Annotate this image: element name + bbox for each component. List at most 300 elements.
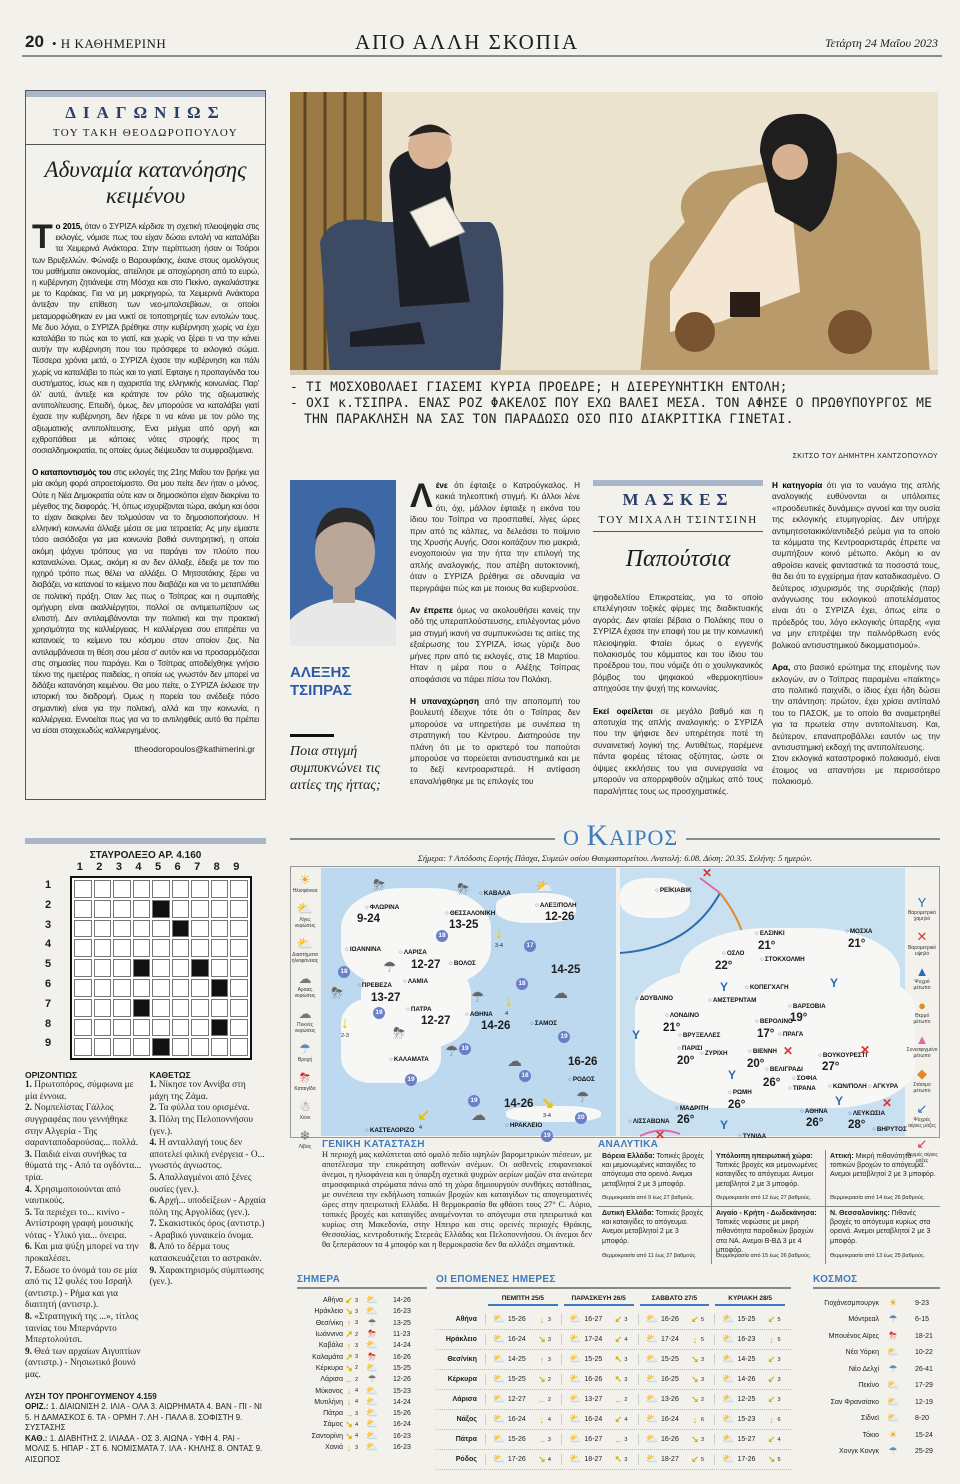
region-temperature: Θερμοκρασία από 13 έως 25 βαθμούς. [830, 1252, 926, 1259]
temperature-range: 14-24 [393, 1342, 411, 1350]
crossword-cell[interactable] [172, 1019, 190, 1037]
sun-icon: ☀ [888, 1429, 898, 1441]
clue-number: 5. [25, 1207, 32, 1218]
day-forecast [485, 1394, 562, 1405]
cloud-sun-icon: ⛅ [492, 1334, 506, 1345]
sea-temperature: 18 [338, 966, 350, 978]
crossword-cell[interactable] [113, 959, 131, 977]
crossword-cell[interactable] [230, 979, 248, 997]
paragraph: στο βασικό ερώτημα της επομένης των εκλογών, αν ο Τσίπρας παραμένει «παίκτης» στο πολιτικό παιχνίδι, ο ίδιος έχει ήδη δώσει την απάντηση: πρώτον, έχει χρίσει αντίπαλό του το ΠΑΣΟΚ, με το οποίο θα αναμετρηθεί για τα πρωτεία στην αντιπολίτευση. Και, δεύτερον, επαναπροβάλλει εαυτόν ως την αντισυστημική εκδοχή της αντιπολίτευσης. [772, 663, 940, 752]
wind-arrow-icon: ↘ [691, 1394, 699, 1404]
region-forecast: Τοπικές βροχές και καταιγίδες το απόγευμα. Ανεμοι μεταβλητοί 2 με 3 μποφόρ. [602, 1210, 704, 1245]
temperature-range: 15-24 [915, 1431, 933, 1439]
region-forecast: Τοπικές βροχές και μεμονωμένες καταιγίδες το απόγευμα. Ανεμοι μεταβλητοί 2 με 3 μποφόρ. [716, 1162, 818, 1188]
crossword-cell[interactable] [74, 900, 92, 918]
temperature-range: 16-23 [393, 1444, 411, 1451]
few-clouds-icon: ⛅ [296, 901, 314, 916]
clue: 2. Τα φύλλα του ορισμένα. [149, 1103, 250, 1114]
clue: 3. Πόλη της Πελοποννήσου (γεν.). [149, 1114, 254, 1137]
crossword-cell[interactable] [133, 979, 151, 997]
city-name: Μύκονος [315, 1387, 343, 1395]
temperature-range: 15-25 [660, 1356, 679, 1363]
section-heading: ΟΙ ΕΠΟΜΕΝΕΣ ΗΜΕΡΕΣ [436, 1274, 791, 1289]
low-pressure-icon: Y [720, 980, 729, 994]
city-name: Γιοχάνεσμπουργκ [824, 1299, 879, 1307]
crossword-cell[interactable] [113, 900, 131, 918]
region-temperature: Θερμοκρασία από 11 έως 27 βαθμούς. [602, 1252, 697, 1259]
stationary-front-icon: ◆ [917, 1066, 927, 1081]
crossword-cell[interactable] [172, 939, 190, 957]
temperature-range: 12-27 [421, 1015, 451, 1027]
crossword-cell[interactable] [211, 900, 229, 918]
crossword-cell[interactable] [211, 880, 229, 898]
legend-label: Πυκνές νεφώσεις [294, 1022, 316, 1034]
wind-arrow-icon: ↘ [767, 1454, 776, 1464]
legend-item [906, 1066, 938, 1094]
paragraph: από την αποπομπή του βουλευτή έδειχνε τότε ότι ο Τσίπρας δεν μπορούσε να υπηρετήσει με συνέπεια τη στρατηγική του Κέντρου. Διατηρούσε την πλάνη ότι με το αριστερό του ποπούτσι μπορούσε να πορεύεται αντισυστημικά και με το δεξί κεντροαριστερά. Η αντίφαση επαναλήφθηκε με τις επιλογές του [410, 696, 580, 786]
region-temperature: Θερμοκρασία από 14 έως 26 βαθμούς. [830, 1194, 926, 1201]
day-header: ΠΑΡΑΣΚΕΥΗ 26/5 [564, 1295, 634, 1306]
clue: 5. Τα περιέχει το... κινίνο - Αντίστροφη γραφή μουσικής νότας - Υλικό για... όνειρα. [25, 1207, 134, 1241]
world-row [813, 1312, 940, 1329]
wind-arrow-icon: → [344, 1408, 354, 1419]
wind-beaufort: 3 [624, 1356, 628, 1363]
city-label: ○ ΗΡΑΚΛΕΙΟ [505, 1122, 542, 1129]
city-name: Αθήνα [322, 1297, 343, 1305]
day-forecast [638, 1414, 715, 1425]
legend-item [906, 964, 938, 991]
cloud-sun-icon: ⛅ [722, 1354, 735, 1365]
crossword-cell[interactable] [113, 1038, 131, 1056]
crossword-cell[interactable] [191, 920, 209, 938]
wind-arrow-icon: ↘ [541, 1095, 555, 1112]
rain-icon: ☂ [471, 989, 485, 1006]
crossword-cell[interactable] [94, 900, 112, 918]
column-byline: ΤΟΥ ΜΙΧΑΛΗ ΤΣΙΝΤΣΙΝΗ [593, 514, 763, 532]
cartoon-caption [290, 380, 940, 428]
crossword-cell[interactable] [211, 999, 229, 1017]
wind-arrow-icon: ← [613, 1434, 623, 1445]
crossword-cell[interactable] [74, 1038, 92, 1056]
wind-arrow-icon: ↙ [691, 1454, 699, 1464]
few-clouds-icon: ⛅ [365, 1362, 379, 1374]
wind-beaufort: 4 [777, 1436, 781, 1443]
city-label: ○ ΛΕΥΚΩΣΙΑ [848, 1110, 885, 1117]
city-label: ○ ΒΙΕΝΝΗ [748, 1048, 777, 1055]
warm-air-icon: ↙ [916, 1136, 928, 1151]
temperature-range: 15-25 [737, 1316, 756, 1323]
dense-sun-icon: ⛅ [365, 1295, 379, 1307]
wind-arrow-icon: ↙ [691, 1314, 699, 1324]
temperature: 26° [677, 1114, 695, 1126]
cloud-sun-icon: ⛅ [722, 1394, 735, 1405]
city-label: ○ ΦΛΩΡΙΝΑ [365, 904, 399, 911]
general-forecast-text: Η περιοχή μας καλύπτεται από ομαλό πεδίο υψηλών βαρομετρικών πιέσεων, με αποτέλεσμα την επικράτηση ασθενών ανέμων. Οι ασθενείς επιφανειακοί άνεμοι, η ηλιοφάνεια και η ύπαρξη σχετικά ψυχρών αερίων μαζών στα ανώτερα ατμοσφαιρικά στρώματα πάνω από τη χώρα δημιουργούν συνθήκες αστάθειας, με συνέπεια την εκδήλωση τοπικών βροχών και καταιγίδων τις απογευματινές ώρες στην ηπειρωτική Ελλάδα. Η θερμοκρασία θα φθάσει τους 27° C. Αύριο, τοπικές βροχές και καταιγίδες αναμένονται το απόγευμα στα ηπειρωτικά και κυρίως στη Μακεδονία, στην Ηπειρο και στις ορεινές περιοχές Θράκης, Θεσσαλίας, κεντροδυτικής Στερεάς Ελλάδας και Πελοποννήσου. Οι άνεμοι δεν θα ξεπεράσουν τα 4 μποφόρ και η θερμοκρασία δεν θα αλλάξει σημαντικά. [322, 1150, 592, 1249]
paragraph: όμως να ακολουθήσει κανείς την οδό της υπεραπλούστευσης, επιλέγοντας μόνο μια στιγμή ικανή να συμπυκνώσει τις αιτίες της εξαέρωσης του ΣΥΡΙΖΑ, ίσως γύριζε δυο μήνες πριν από τις εκλογές, στις 18 Μαρτίου. Ηταν η μέρα που ο Αλέξης Τσίπρας αποφάσισε να πάρει πίσω τον Πολάκη. [410, 606, 580, 684]
wind-beaufort: 3 [777, 1396, 781, 1403]
day-forecast [714, 1314, 791, 1325]
crossword-cell[interactable] [74, 939, 92, 957]
crossword [25, 838, 266, 1464]
storm-icon: ⛈ [457, 881, 470, 898]
city-name: Χανιά [325, 1444, 343, 1451]
crossword-cell[interactable] [191, 880, 209, 898]
region-forecast: Τοπικές βροχές και μεμονωμένες καταιγίδες το απόγευμα στα ορεινά. Ανεμοι μεταβλητοί 2 με 3 μποφόρ. [602, 1153, 705, 1188]
city-label: ○ ΖΥΡΙΧΗ [700, 1050, 728, 1057]
crossword-cell[interactable] [152, 999, 170, 1017]
crossword-title: ΣΤΑΥΡΟΛΕΞΟ ΑΡ. 4.160 [89, 850, 202, 861]
black-cell [133, 999, 151, 1017]
temperature-range: 17-29 [915, 1382, 933, 1390]
city-label: ○ ΑΘΗΝΑ [800, 1108, 828, 1115]
clue: 5. Απαλλαγμένοι από ξένες ουσίες (γεν.). [149, 1172, 252, 1195]
crossword-cell[interactable] [211, 959, 229, 977]
crossword-cell[interactable] [191, 999, 209, 1017]
crossword-cell[interactable] [172, 880, 190, 898]
legend-item [291, 901, 319, 929]
wind-beaufort: 4 [355, 1388, 359, 1395]
wind-arrow-icon: ↘ [691, 1354, 699, 1364]
crossword-cell[interactable] [191, 1019, 209, 1037]
crossword-cell[interactable] [74, 1019, 92, 1037]
crossword-cell[interactable] [152, 959, 170, 977]
lead-text: Η κατηγορία [772, 481, 823, 490]
sun-icon: ☀ [888, 1297, 898, 1309]
city-name: Σάμος [323, 1421, 343, 1429]
section-heading: ΓΕΝΙΚΗ ΚΑΤΑΣΤΑΣΗ [322, 1139, 425, 1150]
lead-text: Αν έπρεπε [410, 606, 453, 616]
legend-label: Βαρομετρικό χαμηλό [907, 910, 937, 922]
day-forecast [485, 1434, 562, 1445]
crossword-cell[interactable] [191, 939, 209, 957]
warm-front-icon: ● [918, 998, 926, 1013]
city-label: ○ ΑΛΕΞ/ΠΟΛΗ [535, 902, 577, 909]
dense-clouds-icon: ☁ [298, 1006, 312, 1021]
legend-item [291, 1128, 319, 1150]
maskes-column [593, 480, 763, 797]
crossword-cell[interactable] [152, 1019, 170, 1037]
cloud-sun-icon: ⛅ [569, 1434, 582, 1445]
forecast-row [436, 1330, 791, 1350]
column-number: 5 [154, 861, 162, 873]
legend-item [291, 1006, 319, 1034]
sea-temperature: 19 [541, 1130, 553, 1142]
clue-number: 6. [149, 1196, 157, 1207]
high-pressure-icon: ✕ [882, 1096, 893, 1110]
world-row [813, 1345, 940, 1362]
crossword-cell[interactable] [113, 920, 131, 938]
temperature-range: 13-25 [393, 1319, 411, 1327]
world-forecast-table [813, 1274, 940, 1460]
wind-beaufort: 4 [355, 1399, 359, 1406]
crossword-cell[interactable] [74, 920, 92, 938]
wind-beaufort: 2 [355, 1365, 359, 1372]
city-name: Θεσ/νίκη [447, 1356, 477, 1363]
wind-arrow-icon: ↘ [691, 1374, 699, 1384]
snowflake-icon: ❄ [299, 1128, 311, 1143]
wind-beaufort: 3 [355, 1308, 359, 1315]
paragraph: στις εκλογές της 21ης Μαΐου τον βρήκε για μία ακόμη φορά απροετοίμαστο. Θα μου πείτε δεν ήταν ο μόνος. Ούτε η Νέα Δημοκρατία ούτε καν οι δημοσκόποι είχαν διακρίνει το μέγεθος της διαφοράς. Ή, όπως ισχυρίζονται τώρα, ακόμη και όσοι το είχαν διακρίνει δεν τολμούσαν να το δημοσιοποιήσουν. Η ελληνική κοινωνία άλλαξε μέσα σε μια τετραετία; Ας μην είμαστε τόσο αισιόδοξοι για μια κοινωνία βαθιά συντηρητική, η οποία ακόμη ψάχνει τρόπους για να παράγει τον πλούτο που καταναλώνει. Ομως, ακόμη κι αν δεν άλλαξε, έδειξε με τον πιο ηχηρό τρόπο πως θέλει να αλλάξει. Ο Μητσοτάκης ξέρει να διαβάζει, να κατανοεί το κείμενο που διαβάζει και να το μεταπλάθει σε πολιτική πράξη. Οταν λες πως ο Τσίπρας και η συμπαθής ομήγυρη είναι ακαλλιέργητοι, πολλοί σε αντιμετωπίζουν ως ελιτιστή. Δεν αντιλαμβάνονται την πολιτική και την πρακτική χρησιμότητα της καλλιέργειας. Η καλλιέργεια σου επιτρέπει να κατανοείς το κείμενο του κόσμου στον οποίον ζεις. Να αντιλαμβάνεσαι τη θέση σου μέσα σ' αυτόν και να προσαρμόζεσαι στις σημασίες που παράγει. Και ο Τσίπρας αποδείχθηκε γνήσιο τέκνο της ημετέρας παιδείας, η οποία ως γνωστόν δεν μπορεί να διδάξει κατανόηση κειμένου. Θα μου πείτε, ο ΣΥΡΙΖΑ έκλεισε την ιστορική του διαδρομή. Ομως η πορεία του ανέδειξε πόσο σημαντική είναι για την πολιτική, αλλά και την κοινωνία, η καλλιέργεια. Εννοείται πως για να το αντιληφθείς αυτό θα πρέπει να είσαι στοιχειωδώς καλλιεργημένος. [32, 468, 259, 735]
temperature-range: 14-26 [504, 1098, 534, 1110]
crossword-cell[interactable] [230, 1038, 248, 1056]
wind-arrow-icon: ↙ [614, 1414, 623, 1424]
analytical-region [598, 1207, 712, 1264]
temperature-range: 15-25 [393, 1364, 411, 1372]
clue-number: 2. [25, 1103, 32, 1114]
world-row [813, 1394, 940, 1411]
crossword-cell[interactable] [133, 939, 151, 957]
few-clouds-icon: ⛅ [365, 1385, 379, 1397]
wind-arrow-icon: ↘ [691, 1434, 699, 1444]
crossword-cell[interactable] [113, 999, 131, 1017]
region-forecast: Μικρή πιθανότητα τοπικών βροχών το απόγευμα. Ανεμοι μεταβλητοί 2 με 3 μποφόρ. [830, 1153, 936, 1179]
header-rule [22, 55, 942, 57]
crossword-cell[interactable] [74, 880, 92, 898]
city-name: Αθήνα [455, 1316, 477, 1323]
clue: 4. Η ανταλλαγή τους δεν αποτελεί φιλική ενέργεια - Ο... γνωστός άγνωστος. [149, 1138, 265, 1172]
city-label: ○ ΑΜΣΤΕΡΝΤΑΜ [708, 997, 756, 1004]
crossword-cell[interactable] [230, 939, 248, 957]
day-header: ΣΑΒΒΑΤΟ 27/5 [640, 1295, 710, 1306]
city-name: Καβάλα [318, 1342, 343, 1350]
legend-item [291, 1041, 319, 1063]
crossword-cell[interactable] [94, 979, 112, 997]
crossword-cell[interactable] [74, 999, 92, 1017]
crossword-cell[interactable] [191, 1038, 209, 1056]
wind-beaufort: 2 [547, 1376, 551, 1383]
cloud-sun-icon: ⛅ [645, 1454, 659, 1465]
wind-arrow-icon: ↑ [539, 1354, 545, 1365]
temperature-range: 12-26 [545, 911, 575, 923]
wind-beaufort: 3 [624, 1376, 628, 1383]
solution-label: ΚΑΘ.: [25, 1433, 48, 1443]
city-label: ○ ΒΕΡΟΛΙΝΟ [755, 1018, 793, 1025]
wind-arrow-icon: ↙ [417, 1107, 431, 1124]
city-name: Χονγκ Κονγκ [839, 1448, 879, 1456]
first-name: ΑΛΕΞΗΣ [290, 664, 351, 681]
today-row [297, 1397, 427, 1408]
temperature-range: 16-26 [660, 1436, 679, 1443]
few-clouds-icon: ⛅ [365, 1306, 379, 1318]
black-cell [133, 959, 151, 977]
crossword-cell[interactable] [152, 880, 170, 898]
weather-systems-legend [906, 895, 938, 1171]
newspaper-name: • Η ΚΑΘΗΜΕΡΙΝΗ [52, 36, 167, 51]
temperature: 21° [758, 940, 776, 952]
crossword-cell[interactable] [172, 959, 190, 977]
wind-beaufort: 5 [700, 1456, 704, 1463]
temperature: 21° [663, 1022, 681, 1034]
crossword-cell[interactable] [113, 1019, 131, 1037]
sea-temperature: 19 [558, 1031, 570, 1043]
clue-number: 1. [25, 1080, 32, 1091]
day-forecast [485, 1354, 562, 1365]
crossword-cell[interactable] [172, 979, 190, 997]
few-clouds-icon: ⛅ [365, 1396, 379, 1408]
cold-air-icon: ↙ [916, 1101, 928, 1116]
city-label: ○ ΛΙΣΣΑΒΩΝΑ [628, 1118, 670, 1125]
city-name: Νέο Δελχί [848, 1365, 879, 1373]
wind-beaufort: 3 [547, 1436, 551, 1443]
world-row [813, 1328, 940, 1345]
temperature-range: 16-24 [584, 1416, 603, 1423]
temperature-range: 14-26 [481, 1020, 511, 1032]
day-forecast [561, 1354, 638, 1365]
crossword-cell[interactable] [113, 979, 131, 997]
crossword-cell[interactable] [74, 959, 92, 977]
cloud-sun-icon: ⛅ [569, 1334, 582, 1345]
crossword-cell[interactable] [191, 979, 209, 997]
city-name: Ηράκλειο [445, 1336, 477, 1343]
column-bar [593, 480, 763, 486]
crossword-cell[interactable] [211, 939, 229, 957]
crossword-cell[interactable] [211, 920, 229, 938]
city-label: ○ ΡΕΪΚΙΑΒΙΚ [655, 887, 692, 894]
crossword-cell[interactable] [191, 900, 209, 918]
greece-weather-map [321, 868, 616, 1139]
crossword-cell[interactable] [172, 900, 190, 918]
row-number: 1 [45, 879, 52, 891]
city-label: ○ ΒΡΥΞΕΛΛΕΣ [678, 1032, 720, 1039]
crossword-cell[interactable] [94, 1019, 112, 1037]
cloud-sun-icon: ⛅ [492, 1374, 506, 1385]
crossword-cell[interactable] [133, 920, 151, 938]
day-forecast [714, 1374, 791, 1385]
today-row [297, 1295, 427, 1306]
crossword-cell[interactable] [133, 900, 151, 918]
city-label: ○ ΛΟΝΔΙΝΟ [665, 1012, 699, 1019]
wind-strength: 4 [505, 1011, 509, 1017]
cloud-sun-icon: ⛅ [569, 1394, 582, 1405]
city-label: ○ ΚΑΛΑΜΑΤΑ [389, 1056, 429, 1063]
legend-item [291, 872, 319, 894]
crossword-grid[interactable] [70, 876, 252, 1060]
lead-text: ο 2015, [55, 222, 83, 231]
crossword-cell[interactable] [94, 939, 112, 957]
crossword-cell[interactable] [94, 920, 112, 938]
day-forecast [714, 1414, 791, 1425]
temperature-range: 16-26 [568, 1056, 598, 1068]
today-row [297, 1306, 427, 1317]
today-row [297, 1385, 427, 1396]
day-header: ΚΥΡΙΑΚΗ 28/5 [715, 1295, 785, 1306]
low-pressure-icon: Y [728, 1068, 737, 1082]
crossword-cell[interactable] [133, 1019, 151, 1037]
day-forecast [638, 1354, 715, 1365]
wind-arrow-icon: ↓ [341, 1015, 349, 1032]
temperature-range: 14-25 [737, 1356, 756, 1363]
author-email[interactable]: ttheodoropoulos@kathimerini.gr [134, 744, 255, 755]
temperature: 26° [806, 1117, 824, 1129]
day-forecast [638, 1434, 715, 1445]
crossword-cell[interactable] [230, 920, 248, 938]
city-label: ○ ΒΕΛΙΓΡΑΔΙ [765, 1066, 803, 1073]
temperature-range: 16-27 [584, 1436, 603, 1443]
wind-arrow-icon: ↘ [538, 1334, 546, 1344]
crossword-cell[interactable] [152, 979, 170, 997]
crossword-cell[interactable] [94, 999, 112, 1017]
legend-item [906, 929, 938, 957]
legend-item [291, 936, 319, 964]
temperature-range: 18-27 [584, 1456, 603, 1463]
crossword-cell[interactable] [94, 959, 112, 977]
crossword-cell[interactable] [172, 999, 190, 1017]
temperature-range: 14-26 [393, 1297, 411, 1305]
lead-text: Αρα, [772, 663, 791, 673]
crossword-cell[interactable] [172, 1038, 190, 1056]
solution-label: ΟΡΙΖ.: [25, 1402, 49, 1412]
crossword-cell[interactable] [211, 1038, 229, 1056]
crossword-cell[interactable] [133, 880, 151, 898]
crossword-cell[interactable] [113, 880, 131, 898]
wind-arrow-icon: ↖ [614, 1454, 623, 1464]
cloud-sun-icon: ⛅ [722, 1414, 735, 1425]
city-label: ○ ΚΑΒΑΛΑ [479, 890, 511, 897]
cloud-sun-icon: ⛅ [492, 1434, 506, 1445]
crossword-cell[interactable] [94, 1038, 112, 1056]
city-name: Μόντρεαλ [848, 1316, 879, 1324]
wind-beaufort: 4 [624, 1416, 628, 1423]
crossword-cell[interactable] [230, 900, 248, 918]
day-forecast [638, 1334, 715, 1345]
crossword-cell[interactable] [94, 880, 112, 898]
clue: 1. Νίκησε τον Αννίβα στη μάχη της Ζάμα. [149, 1080, 246, 1102]
city-name: Ιωάννινα [315, 1331, 343, 1339]
analytical-region [826, 1207, 940, 1264]
storm-icon: ⛈ [331, 985, 344, 1002]
temperature-range: 12-19 [915, 1398, 933, 1406]
forecast-row [436, 1390, 791, 1410]
wind-beaufort: 4 [355, 1433, 359, 1440]
cartoon-credit: ΣΚΙΤΣΟ ΤΟΥ ΔΗΜΗΤΡΗ ΧΑΝΤΖΟΠΟΥΛΟΥ [792, 453, 938, 460]
wind-beaufort: 2 [355, 1376, 359, 1383]
crossword-cell[interactable] [113, 939, 131, 957]
clue: 7. Σκακιστικός όρος (αντιστρ.) - Αραβικό γυναικείο όνομα. [149, 1219, 265, 1241]
cloud-sun-icon: ⛅ [569, 1314, 582, 1325]
city-name: Καλαμάτα [312, 1353, 343, 1361]
black-cell [172, 920, 190, 938]
column-number: 1 [76, 861, 83, 873]
cloud-sun-icon: ⛅ [569, 1414, 582, 1425]
crossword-cell[interactable] [133, 1038, 151, 1056]
city-label: ○ ΟΣΛΟ [722, 950, 744, 957]
cold-front-icon: ▲ [915, 964, 929, 979]
city-label: ○ ΑΘΗΝΑ [465, 1011, 493, 1018]
legend-label: Αραιές νεφώσεις [294, 987, 316, 999]
crossword-cell[interactable] [74, 979, 92, 997]
cloud-sun-icon: ⛅ [645, 1414, 659, 1425]
forecast-row [436, 1430, 791, 1450]
weather-title: Ο ΚΑΙΡΟΣ [555, 822, 686, 852]
crossword-cell[interactable] [230, 999, 248, 1017]
column-number: 7 [194, 861, 201, 873]
wind-beaufort: 2 [547, 1396, 551, 1403]
region-name: Ν. Θεσσαλονίκης: [830, 1210, 890, 1217]
wind-beaufort: 5 [777, 1456, 781, 1463]
crossword-cell[interactable] [152, 920, 170, 938]
wind-beaufort: 3 [355, 1342, 359, 1349]
crossword-cell[interactable] [152, 939, 170, 957]
temperature-range: 15-26 [393, 1410, 411, 1418]
wind-arrow-icon: ↓ [769, 1334, 774, 1345]
temperature-range: 14-25 [507, 1356, 526, 1363]
day-forecast [638, 1454, 715, 1465]
temperature-range: 15-25 [584, 1356, 603, 1363]
crossword-cell[interactable] [230, 880, 248, 898]
black-cell [152, 900, 170, 918]
crossword-cell[interactable] [230, 1019, 248, 1037]
crossword-cell[interactable] [230, 959, 248, 977]
